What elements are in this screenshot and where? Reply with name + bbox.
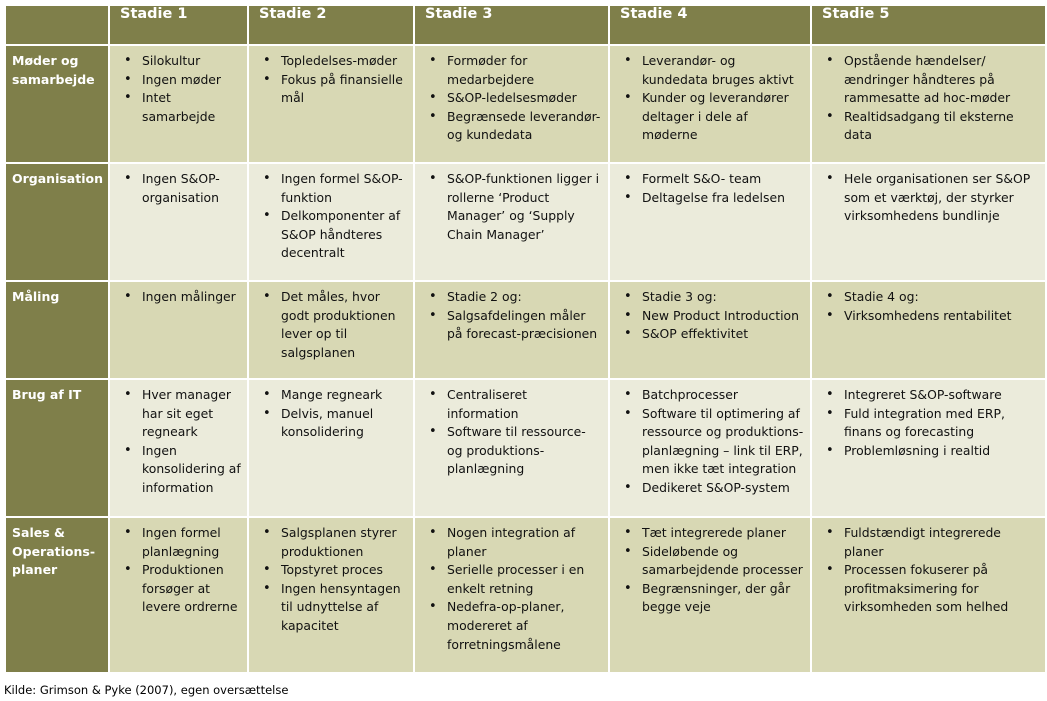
bullet-list	[616, 170, 804, 207]
cell-organisation-stadie-4	[609, 163, 811, 281]
bullet-list	[255, 52, 407, 108]
bullet-item: • Formelt S&O- team	[616, 170, 804, 189]
bullet-item: • Processen fokuserer på profitmaksimering for virksomheden som helhed	[818, 561, 1039, 617]
bullet-item: • Ingen formel S&OP-funktion	[255, 170, 407, 207]
header-row	[5, 5, 1046, 45]
bullet-item: • Delkomponenter af S&OP håndteres decentralt	[255, 207, 407, 263]
cell-moeder-og-samarbejde-stadie-1	[109, 45, 248, 163]
bullet-item: • Silokultur	[116, 52, 241, 71]
bullet-item: • S&OP-funktionen ligger i rollerne ‘Product Manager’ og ‘Supply Chain Manager’	[421, 170, 602, 244]
bullet-list	[116, 52, 241, 126]
bullet-item: • Virksomhedens rentabilitet	[818, 307, 1039, 326]
bullet-item: • Stadie 3 og:	[616, 288, 804, 307]
bullet-item: • New Product Introduction	[616, 307, 804, 326]
bullet-list	[818, 52, 1039, 145]
header-stadie-3: Stadie 3	[414, 5, 609, 45]
bullet-list	[818, 170, 1039, 226]
bullet-list	[818, 386, 1039, 460]
bullet-item: • Ingen målinger	[116, 288, 241, 307]
bullet-item: • Hele organisationen ser S&OP som et værktøj, der styrker virksomhedens bundlinje	[818, 170, 1039, 226]
cell-sales-operations-planer-stadie-1	[109, 517, 248, 673]
row-header-line: Organisation	[12, 171, 103, 186]
row-header-line: Operations-	[12, 543, 96, 559]
table-row-maaling	[5, 281, 1046, 379]
row-header-line: samarbejde	[12, 71, 95, 87]
cell-maaling-stadie-2	[248, 281, 414, 379]
row-header-line: Måling	[12, 289, 60, 304]
bullet-item: • Realtidsadgang til eksterne data	[818, 108, 1039, 145]
corner-cell	[5, 5, 109, 45]
row-header-line: Møder og	[12, 53, 79, 68]
bullet-item: • Ingen møder	[116, 71, 241, 90]
bullet-item: • Centraliseret information	[421, 386, 602, 423]
header-stadie-2: Stadie 2	[248, 5, 414, 45]
cell-brug-af-it-stadie-2	[248, 379, 414, 517]
bullet-item: • Sideløbende og samarbejdende processer	[616, 543, 804, 580]
header-stadie-5: Stadie 5	[811, 5, 1046, 45]
table-row-brug-af-it	[5, 379, 1046, 517]
cell-sales-operations-planer-stadie-5	[811, 517, 1046, 673]
bullet-list	[116, 524, 241, 617]
row-header-moeder-og-samarbejde	[5, 45, 109, 163]
bullet-list	[616, 288, 804, 344]
bullet-list	[616, 52, 804, 145]
cell-sales-operations-planer-stadie-2	[248, 517, 414, 673]
bullet-item: • Fuldstændigt integrerede planer	[818, 524, 1039, 561]
cell-organisation-stadie-2	[248, 163, 414, 281]
bullet-item: • Produktionen forsøger at levere ordrerne	[116, 561, 241, 617]
bullet-list	[818, 524, 1039, 617]
bullet-item: • Salgsafdelingen måler på forecast-præcisionen	[421, 307, 602, 344]
cell-brug-af-it-stadie-1	[109, 379, 248, 517]
cell-organisation-stadie-1	[109, 163, 248, 281]
bullet-list	[255, 288, 407, 362]
bullet-item: • Integreret S&OP-software	[818, 386, 1039, 405]
bullet-item: • Nedefra-op-planer, modereret af forretningsmålene	[421, 598, 602, 654]
table-row-sales-operations-planer	[5, 517, 1046, 673]
bullet-item: • Batchprocesser	[616, 386, 804, 405]
bullet-list	[421, 386, 602, 479]
bullet-list	[421, 288, 602, 344]
bullet-item: • Begrænsede leverandør- og kundedata	[421, 108, 602, 145]
bullet-item: • Ingen hensyntagen til udnyttelse af kapacitet	[255, 580, 407, 636]
bullet-item: • Stadie 4 og:	[818, 288, 1039, 307]
bullet-list	[818, 288, 1039, 325]
cell-maaling-stadie-5	[811, 281, 1046, 379]
cell-maaling-stadie-3	[414, 281, 609, 379]
bullet-item: • Kunder og leverandører deltager i dele af møderne	[616, 89, 804, 145]
cell-sales-operations-planer-stadie-4	[609, 517, 811, 673]
bullet-list	[116, 170, 241, 207]
row-header-brug-af-it	[5, 379, 109, 517]
bullet-list	[255, 386, 407, 442]
bullet-item: • Det måles, hvor godt produktionen lever op til salgsplanen	[255, 288, 407, 362]
bullet-item: • Dedikeret S&OP-system	[616, 479, 804, 498]
bullet-item: • Fuld integration med ERP, finans og forecasting	[818, 405, 1039, 442]
row-header-organisation	[5, 163, 109, 281]
bullet-item: • Ingen formel planlægning	[116, 524, 241, 561]
cell-moeder-og-samarbejde-stadie-2	[248, 45, 414, 163]
bullet-item: • Nogen integration af planer	[421, 524, 602, 561]
bullet-item: • Ingen S&OP-organisation	[116, 170, 241, 207]
row-header-sales-operations-planer	[5, 517, 109, 673]
cell-sales-operations-planer-stadie-3	[414, 517, 609, 673]
cell-organisation-stadie-5	[811, 163, 1046, 281]
table-row-moeder-og-samarbejde	[5, 45, 1046, 163]
bullet-item: • Intet samarbejde	[116, 89, 241, 126]
cell-brug-af-it-stadie-5	[811, 379, 1046, 517]
cell-brug-af-it-stadie-4	[609, 379, 811, 517]
bullet-list	[116, 288, 241, 307]
cell-organisation-stadie-3	[414, 163, 609, 281]
bullet-item: • Software til ressource- og produktions-planlægning	[421, 423, 602, 479]
bullet-item: • S&OP-ledelsesmøder	[421, 89, 602, 108]
bullet-item: • Tæt integrerede planer	[616, 524, 804, 543]
bullet-list	[255, 524, 407, 636]
source-caption: Kilde: Grimson & Pyke (2007), egen oversættelse	[4, 683, 289, 697]
bullet-item: • Deltagelse fra ledelsen	[616, 189, 804, 208]
bullet-item: • Ingen konsolidering af information	[116, 442, 241, 498]
bullet-list	[116, 386, 241, 498]
bullet-list	[255, 170, 407, 263]
bullet-item: • Begrænsninger, der går begge veje	[616, 580, 804, 617]
bullet-item: • Software til optimering af ressource og produktions-planlægning – link til ERP, men ikke tæt integration	[616, 405, 804, 479]
bullet-list	[421, 170, 602, 244]
row-header-line: planer	[12, 562, 58, 577]
table-row-organisation	[5, 163, 1046, 281]
cell-moeder-og-samarbejde-stadie-5	[811, 45, 1046, 163]
bullet-item: • S&OP effektivitet	[616, 325, 804, 344]
row-header-line: Sales &	[12, 525, 65, 540]
cell-maaling-stadie-4	[609, 281, 811, 379]
bullet-item: • Hver manager har sit eget regneark	[116, 386, 241, 442]
bullet-item: • Problemløsning i realtid	[818, 442, 1039, 461]
row-header-maaling	[5, 281, 109, 379]
bullet-item: • Stadie 2 og:	[421, 288, 602, 307]
bullet-item: • Delvis, manuel konsolidering	[255, 405, 407, 442]
bullet-item: • Mange regneark	[255, 386, 407, 405]
sop-maturity-table	[4, 4, 1047, 674]
bullet-list	[421, 52, 602, 145]
header-stadie-4: Stadie 4	[609, 5, 811, 45]
bullet-item: • Topledelses-møder	[255, 52, 407, 71]
bullet-item: • Fokus på finansielle mål	[255, 71, 407, 108]
cell-moeder-og-samarbejde-stadie-4	[609, 45, 811, 163]
bullet-item: • Serielle processer i en enkelt retning	[421, 561, 602, 598]
cell-brug-af-it-stadie-3	[414, 379, 609, 517]
row-header-line: Brug af IT	[12, 387, 82, 402]
bullet-list	[616, 524, 804, 617]
header-stadie-1: Stadie 1	[109, 5, 248, 45]
cell-moeder-og-samarbejde-stadie-3	[414, 45, 609, 163]
bullet-item: • Leverandør- og kundedata bruges aktivt	[616, 52, 804, 89]
bullet-item: • Topstyret proces	[255, 561, 407, 580]
bullet-item: • Salgsplanen styrer produktionen	[255, 524, 407, 561]
bullet-list	[616, 386, 804, 498]
bullet-item: • Formøder for medarbejdere	[421, 52, 602, 89]
cell-maaling-stadie-1	[109, 281, 248, 379]
bullet-item: • Opstående hændelser/ ændringer håndteres på rammesatte ad hoc-møder	[818, 52, 1039, 108]
bullet-list	[421, 524, 602, 654]
